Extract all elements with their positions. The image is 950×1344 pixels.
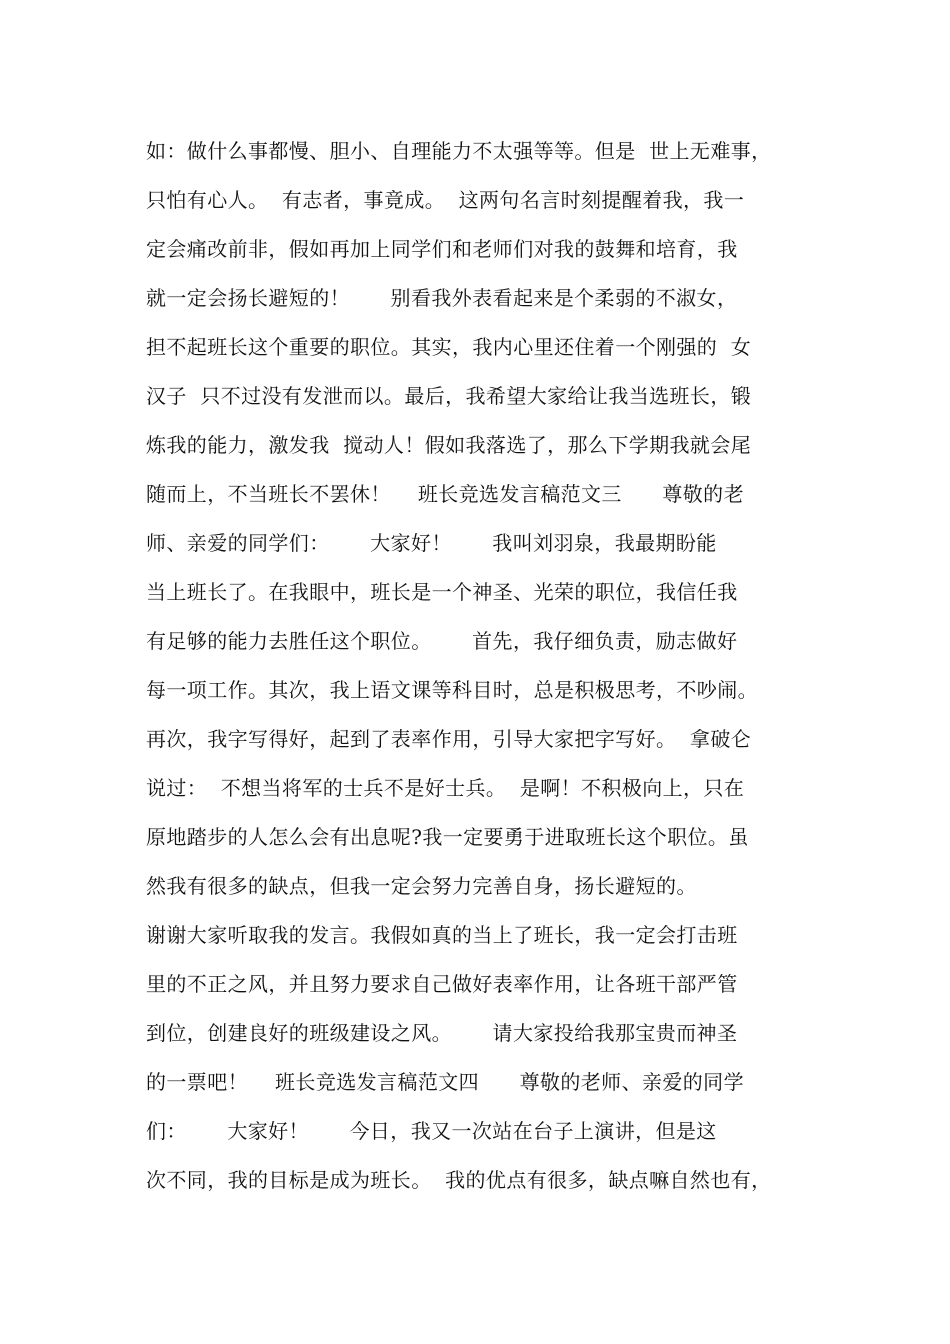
text-line: 随而上，不当班长不罢休！ 班长竞选发言稿范文三 尊敬的老 <box>146 482 744 506</box>
text-line: 说过： 不想当将军的士兵不是好士兵。 是啊！不积极向上，只在 <box>146 776 745 800</box>
text-line: 次不同，我的目标是成为班长。 我的优点有很多，缺点嘛自然也有， <box>146 1168 772 1192</box>
text-line: 师、亲爱的同学们： 大家好！ 我叫刘羽泉，我最期盼能 <box>146 531 717 555</box>
body-text <box>146 127 836 1205</box>
text-line: 然我有很多的缺点，但我一定会努力完善自身，扬长避短的。 <box>146 874 697 898</box>
text-line: 再次，我字写得好，起到了表率作用，引导大家把字写好。 拿破仑 <box>146 727 752 751</box>
text-line: 到位，创建良好的班级建设之风。 请大家投给我那宝贵而神圣 <box>146 1021 738 1045</box>
text-line: 的一票吧！ 班长竞选发言稿范文四 尊敬的老师、亲爱的同学 <box>146 1070 744 1094</box>
text-line: 里的不正之风，并且努力要求自己做好表率作用，让各班干部严管 <box>146 972 738 996</box>
text-line: 每一项工作。其次，我上语文课等科目时，总是积极思考，不吵闹。 <box>146 678 758 702</box>
text-line: 定会痛改前非，假如再加上同学们和老师们对我的鼓舞和培育，我 <box>146 237 738 261</box>
text-line: 就一定会扬长避短的！ 别看我外表看起来是个柔弱的不淑女， <box>146 286 738 310</box>
text-line: 们： 大家好！ 今日，我又一次站在台子上演讲，但是这 <box>146 1119 717 1143</box>
text-line: 担不起班长这个重要的职位。其实，我内心里还住着一个刚强的 女 <box>146 335 752 359</box>
text-line: 谢谢大家听取我的发言。我假如真的当上了班长，我一定会打击班 <box>146 923 738 947</box>
text-line: 当上班长了。在我眼中，班长是一个神圣、光荣的职位，我信任我 <box>146 580 738 604</box>
text-line: 汉子 只不过没有发泄而以。最后，我希望大家给让我当选班长，锻 <box>146 384 752 408</box>
text-line: 如：做什么事都慢、胆小、自理能力不太强等等。但是 世上无难事， <box>146 139 772 163</box>
text-line: 炼我的能力，激发我 搅动人！假如我落选了，那么下学期我就会尾 <box>146 433 752 457</box>
text-line: 有足够的能力去胜任这个职位。 首先，我仔细负责，励志做好 <box>146 629 738 653</box>
text-line: 原地踏步的人怎么会有出息呢?我一定要勇于进取班长这个职位。虽 <box>146 825 749 849</box>
text-line: 只怕有心人。 有志者，事竟成。 这两句名言时刻提醒着我，我一 <box>146 188 745 212</box>
